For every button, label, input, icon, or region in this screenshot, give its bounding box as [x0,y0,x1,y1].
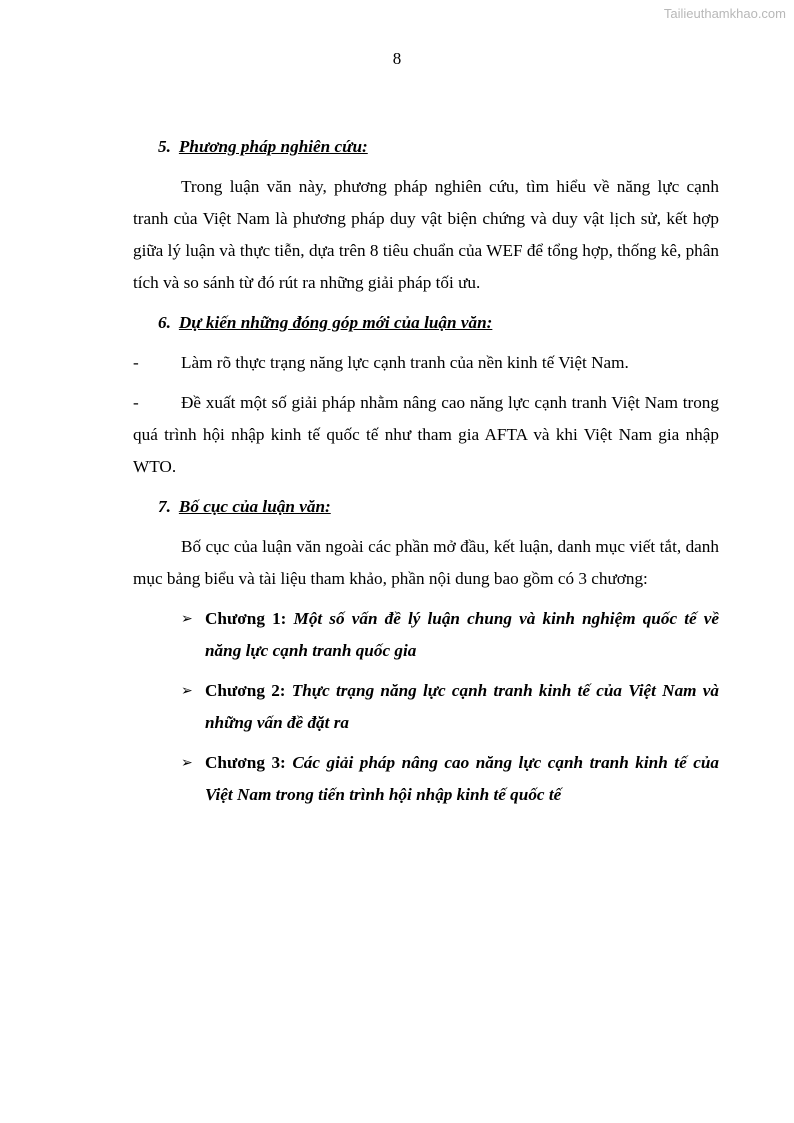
contribution-text: Làm rõ thực trạng năng lực cạnh tranh của nền kinh tế Việt Nam. [181,353,629,372]
page-number: 8 [392,49,402,68]
chapter-item [181,747,719,811]
chapter-title: Thực trạng năng lực cạnh tranh kinh tế của Việt Nam và những vấn đề đặt ra [205,681,719,732]
section-5-number: 5. [158,137,171,156]
section-7-heading [133,491,719,523]
section-6-title: Dự kiến những đóng góp mới của luận văn: [178,313,493,332]
section-7-number: 7. [158,497,171,516]
contribution-item [133,387,719,483]
chapter-title: Các giải pháp nâng cao năng lực cạnh tranh kinh tế của Việt Nam trong tiến trình hội nhập kinh tế quốc tế [205,753,719,804]
chapter-label: Chương 3: [205,753,286,772]
contribution-text: Đề xuất một số giải pháp nhằm nâng cao năng lực cạnh tranh Việt Nam trong quá trình hội nhập kinh tế quốc tế như tham gia AFTA và khi Việt Nam gia nhập WTO. [133,393,719,476]
arrow-bullet-icon: ➢ [181,755,193,771]
section-6-heading [133,307,719,339]
chapter-label: Chương 2: [205,681,286,700]
document-body [133,131,719,819]
section-7-title: Bố cục của luận văn: [178,497,331,516]
chapter-item [181,603,719,667]
section-6-number: 6. [158,313,171,332]
chapter-label: Chương 1: [205,609,287,628]
section-5-paragraph: Trong luận văn này, phương pháp nghiên cứu, tìm hiểu về năng lực cạnh tranh của Việt Nam là phương pháp duy vật biện chứng và duy vật lịch sử, kết hợp giữa lý luận và thực tiễn, dựa trên 8 tiêu chuẩn của WEF để tổng hợp, thống kê, phân tích và so sánh từ đó rút ra những giải pháp tối ưu. [133,177,719,292]
chapter-title: Một số vấn đề lý luận chung và kinh nghiệm quốc tế về năng lực cạnh tranh quốc gia [205,609,719,660]
contribution-item [133,347,719,379]
arrow-bullet-icon: ➢ [181,683,193,699]
dash-marker: - [133,393,139,412]
arrow-bullet-icon: ➢ [181,611,193,627]
section-5-heading [133,131,719,163]
section-5-title: Phương pháp nghiên cứu: [178,137,368,156]
dash-marker: - [133,353,139,372]
section-7-paragraph: Bố cục của luận văn ngoài các phần mở đầu, kết luận, danh mục viết tắt, danh mục bảng biểu và tài liệu tham khảo, phần nội dung bao gồm có 3 chương: [133,537,719,588]
chapter-list [133,603,719,811]
chapter-item [181,675,719,739]
watermark: Tailieuthamkhao.com [663,6,786,21]
